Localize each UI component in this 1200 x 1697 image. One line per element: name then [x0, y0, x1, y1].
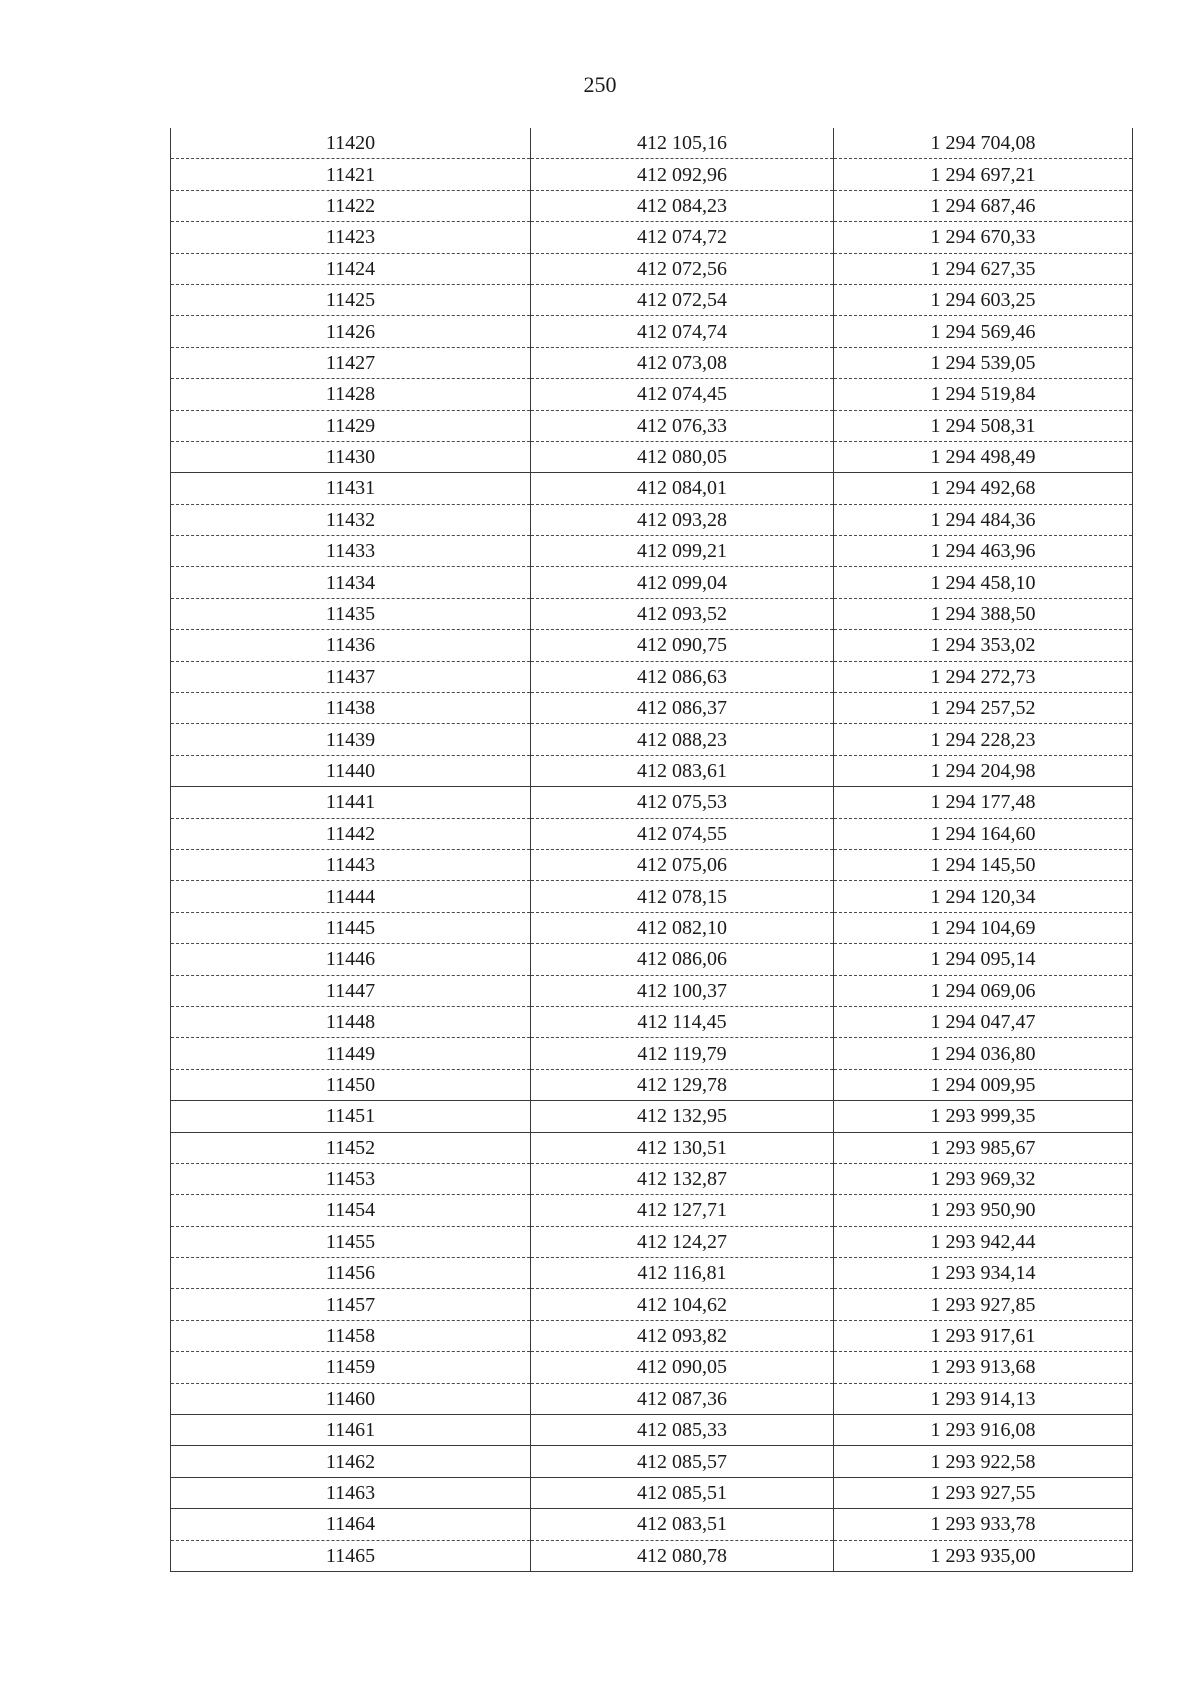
table-row — [171, 536, 1133, 567]
table-row — [171, 1509, 1133, 1540]
y-coordinate-cell: 1 294 009,95 — [834, 1069, 1133, 1100]
table-row — [171, 598, 1133, 629]
point-number-cell: 11444 — [171, 881, 531, 912]
x-coordinate-cell: 412 080,78 — [531, 1540, 834, 1571]
table-row — [171, 944, 1133, 975]
x-coordinate-cell: 412 083,51 — [531, 1509, 834, 1540]
table-row — [171, 1540, 1133, 1571]
point-number-cell: 11423 — [171, 222, 531, 253]
table-row — [171, 1320, 1133, 1351]
point-number-cell: 11456 — [171, 1258, 531, 1289]
point-number-cell: 11453 — [171, 1163, 531, 1194]
x-coordinate-cell: 412 086,63 — [531, 661, 834, 692]
table-row — [171, 316, 1133, 347]
table-row — [171, 1446, 1133, 1477]
y-coordinate-cell: 1 294 569,46 — [834, 316, 1133, 347]
y-coordinate-cell: 1 293 922,58 — [834, 1446, 1133, 1477]
y-coordinate-cell: 1 294 272,73 — [834, 661, 1133, 692]
table-row — [171, 912, 1133, 943]
x-coordinate-cell: 412 093,82 — [531, 1320, 834, 1351]
x-coordinate-cell: 412 084,23 — [531, 190, 834, 221]
table-row — [171, 1163, 1133, 1194]
y-coordinate-cell: 1 293 917,61 — [834, 1320, 1133, 1351]
table-row — [171, 159, 1133, 190]
y-coordinate-cell: 1 294 539,05 — [834, 347, 1133, 378]
table-row — [171, 504, 1133, 535]
point-number-cell: 11437 — [171, 661, 531, 692]
x-coordinate-cell: 412 114,45 — [531, 1006, 834, 1037]
x-coordinate-cell: 412 099,21 — [531, 536, 834, 567]
table-row — [171, 787, 1133, 818]
y-coordinate-cell: 1 294 508,31 — [834, 410, 1133, 441]
point-number-cell: 11422 — [171, 190, 531, 221]
y-coordinate-cell: 1 293 985,67 — [834, 1132, 1133, 1163]
x-coordinate-cell: 412 104,62 — [531, 1289, 834, 1320]
x-coordinate-cell: 412 090,05 — [531, 1352, 834, 1383]
y-coordinate-cell: 1 293 950,90 — [834, 1195, 1133, 1226]
y-coordinate-cell: 1 293 969,32 — [834, 1163, 1133, 1194]
point-number-cell: 11439 — [171, 724, 531, 755]
coordinates-table-body — [171, 128, 1133, 1571]
point-number-cell: 11440 — [171, 755, 531, 786]
table-row — [171, 1006, 1133, 1037]
y-coordinate-cell: 1 294 687,46 — [834, 190, 1133, 221]
table-row — [171, 1038, 1133, 1069]
x-coordinate-cell: 412 092,96 — [531, 159, 834, 190]
table-row — [171, 1132, 1133, 1163]
y-coordinate-cell: 1 294 519,84 — [834, 379, 1133, 410]
x-coordinate-cell: 412 130,51 — [531, 1132, 834, 1163]
table-row — [171, 473, 1133, 504]
y-coordinate-cell: 1 294 388,50 — [834, 598, 1133, 629]
y-coordinate-cell: 1 294 104,69 — [834, 912, 1133, 943]
point-number-cell: 11425 — [171, 284, 531, 315]
x-coordinate-cell: 412 085,57 — [531, 1446, 834, 1477]
x-coordinate-cell: 412 100,37 — [531, 975, 834, 1006]
point-number-cell: 11451 — [171, 1101, 531, 1132]
table-row — [171, 661, 1133, 692]
x-coordinate-cell: 412 085,33 — [531, 1415, 834, 1446]
point-number-cell: 11438 — [171, 693, 531, 724]
y-coordinate-cell: 1 293 999,35 — [834, 1101, 1133, 1132]
point-number-cell: 11447 — [171, 975, 531, 1006]
point-number-cell: 11452 — [171, 1132, 531, 1163]
point-number-cell: 11457 — [171, 1289, 531, 1320]
table-row — [171, 567, 1133, 598]
point-number-cell: 11426 — [171, 316, 531, 347]
point-number-cell: 11465 — [171, 1540, 531, 1571]
table-row — [171, 1289, 1133, 1320]
point-number-cell: 11428 — [171, 379, 531, 410]
point-number-cell: 11460 — [171, 1383, 531, 1414]
point-number-cell: 11464 — [171, 1509, 531, 1540]
y-coordinate-cell: 1 294 145,50 — [834, 849, 1133, 880]
x-coordinate-cell: 412 072,56 — [531, 253, 834, 284]
x-coordinate-cell: 412 127,71 — [531, 1195, 834, 1226]
point-number-cell: 11433 — [171, 536, 531, 567]
point-number-cell: 11446 — [171, 944, 531, 975]
y-coordinate-cell: 1 294 164,60 — [834, 818, 1133, 849]
x-coordinate-cell: 412 116,81 — [531, 1258, 834, 1289]
x-coordinate-cell: 412 075,53 — [531, 787, 834, 818]
y-coordinate-cell: 1 293 935,00 — [834, 1540, 1133, 1571]
x-coordinate-cell: 412 074,72 — [531, 222, 834, 253]
table-row — [171, 190, 1133, 221]
x-coordinate-cell: 412 132,95 — [531, 1101, 834, 1132]
table-row — [171, 222, 1133, 253]
point-number-cell: 11436 — [171, 630, 531, 661]
point-number-cell: 11442 — [171, 818, 531, 849]
table-row — [171, 347, 1133, 378]
y-coordinate-cell: 1 294 670,33 — [834, 222, 1133, 253]
point-number-cell: 11434 — [171, 567, 531, 598]
point-number-cell: 11449 — [171, 1038, 531, 1069]
point-number-cell: 11421 — [171, 159, 531, 190]
point-number-cell: 11441 — [171, 787, 531, 818]
y-coordinate-cell: 1 294 069,06 — [834, 975, 1133, 1006]
x-coordinate-cell: 412 074,55 — [531, 818, 834, 849]
point-number-cell: 11458 — [171, 1320, 531, 1351]
point-number-cell: 11459 — [171, 1352, 531, 1383]
point-number-cell: 11462 — [171, 1446, 531, 1477]
y-coordinate-cell: 1 293 916,08 — [834, 1415, 1133, 1446]
y-coordinate-cell: 1 294 036,80 — [834, 1038, 1133, 1069]
table-row — [171, 693, 1133, 724]
y-coordinate-cell: 1 294 204,98 — [834, 755, 1133, 786]
point-number-cell: 11455 — [171, 1226, 531, 1257]
table-row — [171, 1352, 1133, 1383]
y-coordinate-cell: 1 294 353,02 — [834, 630, 1133, 661]
point-number-cell: 11424 — [171, 253, 531, 284]
table-row — [171, 1415, 1133, 1446]
y-coordinate-cell: 1 294 627,35 — [834, 253, 1133, 284]
x-coordinate-cell: 412 105,16 — [531, 128, 834, 159]
table-row — [171, 755, 1133, 786]
table-row — [171, 818, 1133, 849]
x-coordinate-cell: 412 082,10 — [531, 912, 834, 943]
point-number-cell: 11445 — [171, 912, 531, 943]
y-coordinate-cell: 1 293 934,14 — [834, 1258, 1133, 1289]
x-coordinate-cell: 412 086,37 — [531, 693, 834, 724]
x-coordinate-cell: 412 080,05 — [531, 441, 834, 472]
y-coordinate-cell: 1 293 927,55 — [834, 1477, 1133, 1508]
y-coordinate-cell: 1 294 697,21 — [834, 159, 1133, 190]
y-coordinate-cell: 1 294 047,47 — [834, 1006, 1133, 1037]
y-coordinate-cell: 1 294 458,10 — [834, 567, 1133, 598]
point-number-cell: 11432 — [171, 504, 531, 535]
y-coordinate-cell: 1 294 492,68 — [834, 473, 1133, 504]
y-coordinate-cell: 1 293 933,78 — [834, 1509, 1133, 1540]
x-coordinate-cell: 412 073,08 — [531, 347, 834, 378]
x-coordinate-cell: 412 099,04 — [531, 567, 834, 598]
x-coordinate-cell: 412 090,75 — [531, 630, 834, 661]
table-row — [171, 441, 1133, 472]
point-number-cell: 11461 — [171, 1415, 531, 1446]
table-row — [171, 1101, 1133, 1132]
y-coordinate-cell: 1 294 704,08 — [834, 128, 1133, 159]
x-coordinate-cell: 412 129,78 — [531, 1069, 834, 1100]
x-coordinate-cell: 412 124,27 — [531, 1226, 834, 1257]
point-number-cell: 11448 — [171, 1006, 531, 1037]
x-coordinate-cell: 412 093,28 — [531, 504, 834, 535]
table-row — [171, 1069, 1133, 1100]
coordinates-table — [170, 128, 1133, 1572]
point-number-cell: 11443 — [171, 849, 531, 880]
y-coordinate-cell: 1 294 463,96 — [834, 536, 1133, 567]
y-coordinate-cell: 1 294 120,34 — [834, 881, 1133, 912]
point-number-cell: 11427 — [171, 347, 531, 378]
y-coordinate-cell: 1 294 484,36 — [834, 504, 1133, 535]
point-number-cell: 11454 — [171, 1195, 531, 1226]
x-coordinate-cell: 412 072,54 — [531, 284, 834, 315]
y-coordinate-cell: 1 293 913,68 — [834, 1352, 1133, 1383]
x-coordinate-cell: 412 088,23 — [531, 724, 834, 755]
point-number-cell: 11420 — [171, 128, 531, 159]
y-coordinate-cell: 1 293 942,44 — [834, 1226, 1133, 1257]
table-row — [171, 724, 1133, 755]
point-number-cell: 11431 — [171, 473, 531, 504]
y-coordinate-cell: 1 294 498,49 — [834, 441, 1133, 472]
table-row — [171, 128, 1133, 159]
x-coordinate-cell: 412 074,74 — [531, 316, 834, 347]
y-coordinate-cell: 1 293 914,13 — [834, 1383, 1133, 1414]
x-coordinate-cell: 412 083,61 — [531, 755, 834, 786]
x-coordinate-cell: 412 132,87 — [531, 1163, 834, 1194]
x-coordinate-cell: 412 093,52 — [531, 598, 834, 629]
y-coordinate-cell: 1 294 603,25 — [834, 284, 1133, 315]
x-coordinate-cell: 412 074,45 — [531, 379, 834, 410]
y-coordinate-cell: 1 294 228,23 — [834, 724, 1133, 755]
table-row — [171, 253, 1133, 284]
table-row — [171, 379, 1133, 410]
x-coordinate-cell: 412 076,33 — [531, 410, 834, 441]
point-number-cell: 11463 — [171, 1477, 531, 1508]
table-row — [171, 1195, 1133, 1226]
x-coordinate-cell: 412 078,15 — [531, 881, 834, 912]
x-coordinate-cell: 412 084,01 — [531, 473, 834, 504]
x-coordinate-cell: 412 087,36 — [531, 1383, 834, 1414]
x-coordinate-cell: 412 119,79 — [531, 1038, 834, 1069]
table-row — [171, 410, 1133, 441]
y-coordinate-cell: 1 294 257,52 — [834, 693, 1133, 724]
point-number-cell: 11429 — [171, 410, 531, 441]
x-coordinate-cell: 412 086,06 — [531, 944, 834, 975]
x-coordinate-cell: 412 075,06 — [531, 849, 834, 880]
y-coordinate-cell: 1 293 927,85 — [834, 1289, 1133, 1320]
x-coordinate-cell: 412 085,51 — [531, 1477, 834, 1508]
table-row — [171, 975, 1133, 1006]
point-number-cell: 11435 — [171, 598, 531, 629]
y-coordinate-cell: 1 294 095,14 — [834, 944, 1133, 975]
table-row — [171, 1258, 1133, 1289]
point-number-cell: 11450 — [171, 1069, 531, 1100]
page-number: 250 — [583, 72, 617, 97]
table-row — [171, 881, 1133, 912]
table-row — [171, 630, 1133, 661]
point-number-cell: 11430 — [171, 441, 531, 472]
y-coordinate-cell: 1 294 177,48 — [834, 787, 1133, 818]
table-row — [171, 849, 1133, 880]
table-row — [171, 284, 1133, 315]
table-row — [171, 1226, 1133, 1257]
table-row — [171, 1383, 1133, 1414]
table-row — [171, 1477, 1133, 1508]
